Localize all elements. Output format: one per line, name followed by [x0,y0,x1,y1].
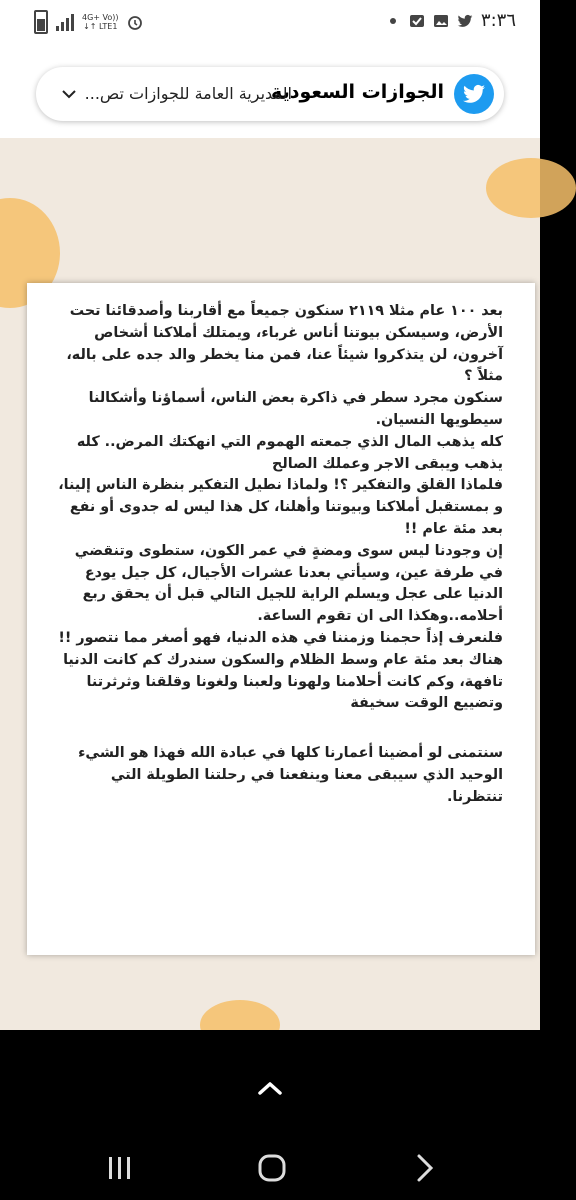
home-icon[interactable] [252,1148,292,1188]
paragraph: سنتمنى لو أمضينا أعمارنا كلها في عبادة الله فهذا هو الشيء الوحيد الذي سيبقى معنا وينفعنا في رحلتنا الطويلة التي تنتظرنا. [78,745,503,805]
network-top: 4G+ Vo)) [82,13,119,22]
bottom-bar [0,1030,540,1200]
clock: ٣:٣٦ [480,10,516,31]
account-subtitle: المديرية العامة للجوازات تص... [84,84,292,103]
paragraph: هناك بعد مئة عام وسط الظلام والسكون سندرك كم كانت الدنيا تافهة، وكم كانت أحلامنا ولهونا ولعبنا ولغونا وقلقنا وثرثرتنا وتضييع الوقت سخيفة [63,651,503,712]
article-image [27,283,535,955]
decorative-blob [486,158,576,218]
paragraph: فلماذا القلق والتفكير ؟! ولماذا نطيل التفكير بنظرة الناس إلينا، و بمستقبل أملاكنا وبيوتنا وأهلنا، كل هذا ليس له جدوى أو نفع بعد مئة عام !! [58,477,503,537]
status-bar [0,0,540,52]
paragraph: بعد ١٠٠ عام مثلا ٢١١٩ سنكون جميعاً مع أقاربنا وأصدقائنا تحت الأرض، وسيسكن بيوتنا أناس غرباء، ويمتلك أملاكنا أشخاص آخرون، لن يتذكروا شيئاً عنا، فمن منا يخطر والد جده على باله، مثلاً ؟ [66,303,503,385]
dot-icon [385,13,401,29]
network-indicator [82,13,119,31]
check-icon [409,13,425,29]
twitter-logo-icon[interactable] [454,74,494,114]
signal-icon [56,13,74,31]
chevron-up-icon[interactable] [256,1078,284,1098]
twitter-icon [457,13,473,29]
image-viewer[interactable] [0,138,540,1030]
back-icon[interactable] [404,1148,444,1188]
status-right [385,10,516,31]
paragraph-gap [57,715,503,743]
status-left [34,10,143,34]
account-bar[interactable] [36,67,504,121]
account-name[interactable]: الجوازات السعودية [271,81,444,103]
chevron-down-icon[interactable] [60,85,78,103]
alarm-icon [127,14,143,30]
image-icon [433,13,449,29]
paragraph: سنكون مجرد سطر في ذاكرة بعض الناس، أسماؤنا وأشكالنا سيطويها النسيان. [88,390,503,428]
app-header [0,52,540,138]
paragraph: إن وجودنا ليس سوى ومضةٍ في عمر الكون، ستطوى وتنقضي في طرفة عين، وسيأتي بعدنا عشرات الأجيال، كل جيل يودع الدنيا على عجل ويسلم الراية للجيل التالي قبل أن يحقق ربع أحلامه..وهكذا الى ان تقوم الساعة. [74,542,503,625]
recent-apps-icon[interactable] [100,1148,140,1188]
battery-icon [34,10,48,34]
paragraph: فلنعرف إذاً حجمنا وزمننا في هذه الدنيا، فهو أصغر مما نتصور !! [58,629,503,646]
paragraph: كله يذهب المال الذي جمعته الهموم التي انهكتك المرض.. كله يذهب ويبقى الاجر وعملك الصالح [76,433,503,472]
article-text [57,301,503,809]
network-bottom: ↓↑ LTE1 [83,22,118,31]
